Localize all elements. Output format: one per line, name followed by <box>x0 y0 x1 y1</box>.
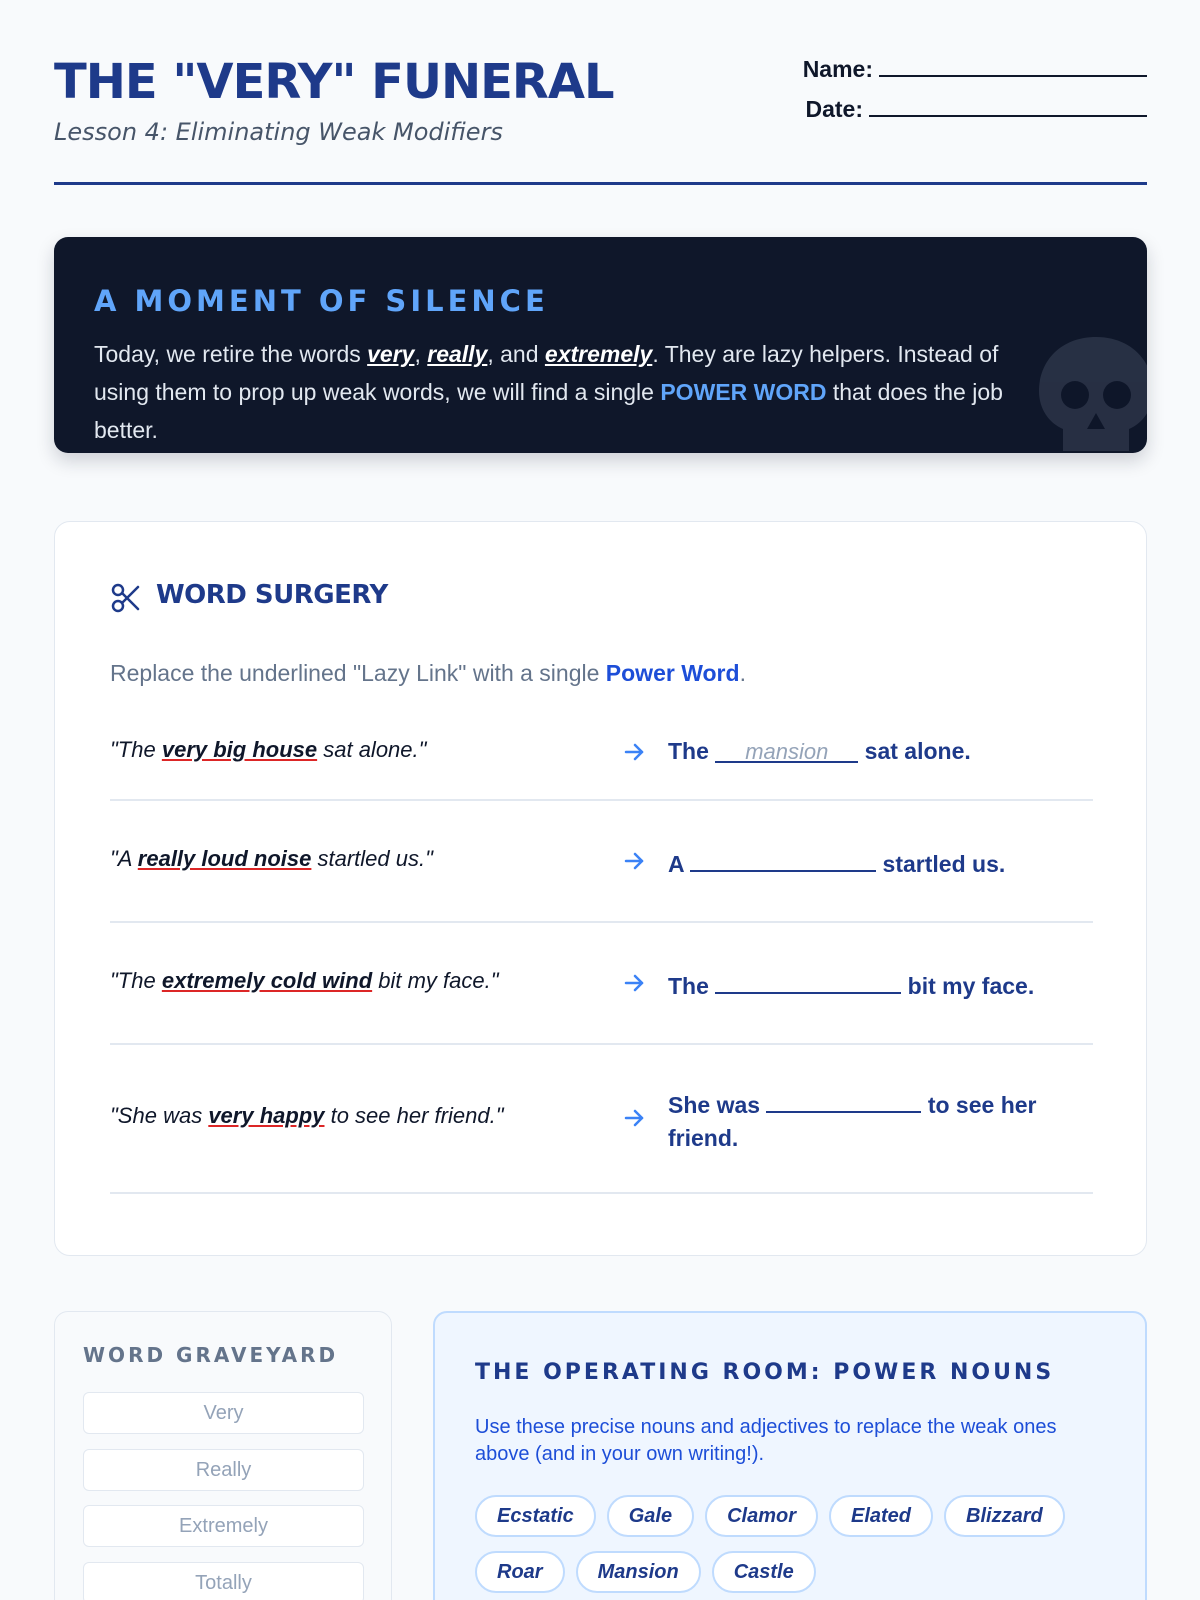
power-word-chip[interactable]: Blizzard <box>944 1495 1065 1537</box>
date-field[interactable] <box>803 96 1147 136</box>
lazy-word: really <box>427 341 488 367</box>
graveyard-word: Very <box>83 1392 364 1434</box>
lazy-word: extremely <box>544 341 653 367</box>
arrow-right-icon <box>622 1106 646 1135</box>
surgery-row <box>110 1045 1093 1194</box>
instructions-text: . <box>739 660 746 686</box>
rewrite-sentence <box>668 844 1048 881</box>
original-text: "The <box>110 737 162 762</box>
graveyard-word: Totally <box>83 1562 364 1600</box>
original-text: sat alone." <box>317 737 427 762</box>
original-sentence <box>110 846 433 872</box>
surgery-row <box>110 801 1093 923</box>
operating-room-text: Use these precise nouns and adjectives to replace the weak ones above (and in your own writing!). <box>475 1416 1057 1465</box>
silence-text-part: that does the job better. <box>94 379 1003 443</box>
surgery-instructions <box>110 660 746 687</box>
rewrite-text: She was <box>668 1092 767 1118</box>
rewrite-sentence <box>668 1085 1048 1155</box>
original-sentence <box>110 1103 504 1129</box>
original-sentence <box>110 737 426 763</box>
rewrite-text: bit my face. <box>901 973 1035 999</box>
rewrite-sentence <box>668 735 1048 768</box>
page-title: THE "VERY" FUNERAL <box>54 54 614 110</box>
worksheet-page <box>54 0 1147 1594</box>
scissors-icon <box>110 582 142 619</box>
lazy-link: really loud noise <box>137 846 312 871</box>
name-line[interactable] <box>879 57 1147 77</box>
rewrite-text: sat alone. <box>858 738 971 764</box>
word-surgery-title: WORD SURGERY <box>156 580 388 610</box>
power-word-chip[interactable]: Elated <box>829 1495 933 1537</box>
original-text: "A <box>110 846 138 871</box>
answer-blank[interactable] <box>715 735 858 763</box>
rewrite-text: The <box>668 973 716 999</box>
arrow-right-icon <box>622 849 646 878</box>
answer-blank[interactable] <box>690 844 876 872</box>
operating-room-panel <box>433 1311 1147 1600</box>
silence-text <box>94 335 1054 449</box>
original-text: startled us." <box>311 846 433 871</box>
worksheet-header <box>54 0 1147 185</box>
answer-blank[interactable] <box>715 966 901 994</box>
surgery-row <box>110 923 1093 1045</box>
moment-of-silence-banner <box>54 237 1147 453</box>
graveyard-word: Really <box>83 1449 364 1491</box>
power-word-highlight: POWER WORD <box>660 379 827 405</box>
power-word-chip[interactable]: Castle <box>712 1551 816 1593</box>
date-line[interactable] <box>869 97 1147 117</box>
rewrite-sentence <box>668 966 1048 1003</box>
instructions-text: Replace the underlined "Lazy Link" with a single <box>110 660 606 686</box>
original-text: "She was <box>110 1103 209 1128</box>
surgery-row <box>110 702 1093 801</box>
power-word-chips <box>475 1495 1115 1600</box>
name-date-fields <box>803 56 1147 136</box>
silence-separator: , and <box>487 341 545 367</box>
power-word-chip[interactable]: Mansion <box>576 1551 701 1593</box>
silence-text-part: . They are lazy helpers. Instead of using them to prop up weak words, we will find a single <box>94 341 999 405</box>
power-word-highlight: Power Word <box>605 660 740 686</box>
answer-blank[interactable] <box>766 1085 921 1113</box>
lazy-link: very big house <box>161 737 318 762</box>
silence-separator: , <box>414 341 428 367</box>
page-subtitle: Lesson 4: Eliminating Weak Modifiers <box>54 118 503 146</box>
power-word-chip[interactable]: Gale <box>607 1495 694 1537</box>
rewrite-text: A <box>668 851 691 877</box>
graveyard-title: WORD GRAVEYARD <box>83 1343 339 1367</box>
rewrite-text: The <box>668 738 716 764</box>
lazy-word: very <box>367 341 415 367</box>
operating-room-title: THE OPERATING ROOM: POWER NOUNS <box>475 1360 1055 1385</box>
silence-text-part: Today, we retire the words <box>94 341 368 367</box>
power-word-chip[interactable]: Roar <box>475 1551 565 1593</box>
date-label: Date: <box>805 96 863 122</box>
silence-title: A MOMENT OF SILENCE <box>94 284 549 318</box>
rewrite-text: startled us. <box>876 851 1006 877</box>
graveyard-word: Extremely <box>83 1505 364 1547</box>
original-text: "The <box>110 968 162 993</box>
power-word-chip[interactable]: Clamor <box>705 1495 818 1537</box>
rewrite-text: to see her friend. <box>668 1092 1037 1151</box>
word-graveyard <box>54 1311 392 1600</box>
original-text: bit my face." <box>372 968 499 993</box>
arrow-right-icon <box>622 740 646 769</box>
skull-icon <box>1031 329 1147 453</box>
name-label: Name: <box>802 56 873 82</box>
lazy-link: extremely cold wind <box>161 968 373 993</box>
power-word-chip[interactable]: Ecstatic <box>475 1495 596 1537</box>
original-text: to see her friend." <box>324 1103 504 1128</box>
sample-answer: mansion <box>745 739 829 764</box>
word-surgery-card <box>54 521 1147 1256</box>
lazy-link: very happy <box>208 1103 325 1128</box>
arrow-right-icon <box>622 971 646 1000</box>
name-field[interactable] <box>803 56 1147 96</box>
original-sentence <box>110 968 499 994</box>
